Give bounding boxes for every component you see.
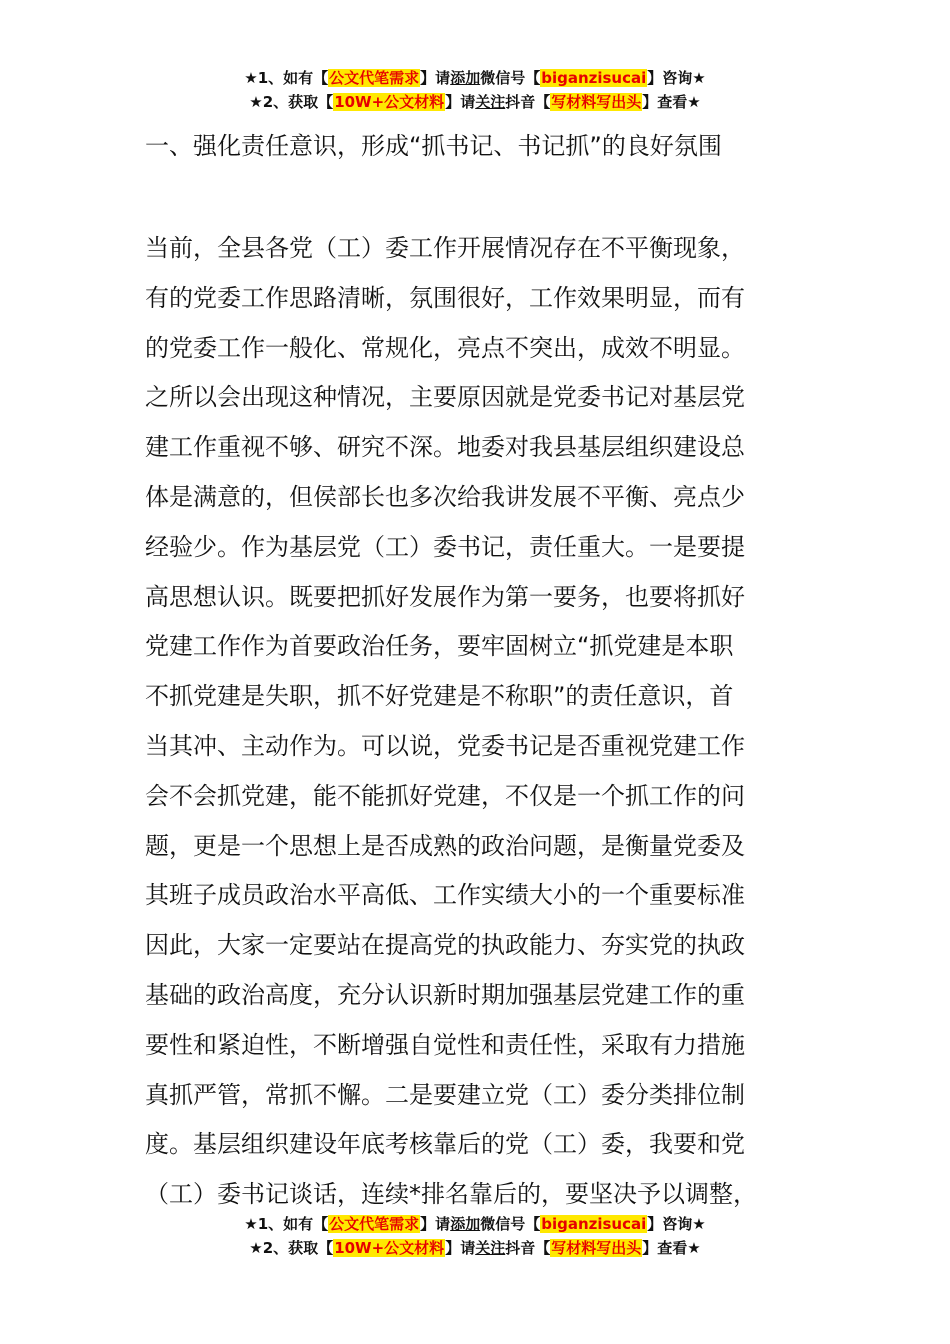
promo-highlight: 公文代笔需求 [329, 1215, 420, 1233]
promo-text: 】请 [420, 69, 451, 87]
promo-text: 抖音【 [505, 93, 551, 111]
text-line: 要性和紧迫性，不断增强自觉性和责任性，采取有力措施 [145, 1030, 745, 1059]
promo-text: 】请 [420, 1215, 451, 1233]
text-line: 当其冲、主动作为。可以说，党委书记是否重视党建工作 [145, 731, 745, 760]
promo-underlined: 添加 [450, 1215, 481, 1233]
promo-text: 】咨询★ [647, 1215, 706, 1233]
text-line: 党建工作作为首要政治任务，要牢固树立“抓党建是本职 [145, 632, 734, 661]
text-line: 之所以会出现这种情况，主要原因就是党委书记对基层党 [145, 383, 745, 412]
promo-text: 】咨询★ [647, 69, 706, 87]
promo-text: ★1、如有【 [244, 69, 329, 87]
promo-text: ★2、获取【 [249, 1239, 334, 1257]
promo-text: ★1、如有【 [244, 1215, 329, 1233]
promo-text: 】查看★ [642, 93, 701, 111]
text-line: 因此，大家一定要站在提高党的执政能力、夯实党的执政 [145, 931, 745, 960]
text-line: 经验少。作为基层党（工）委书记，责任重大。一是要提 [145, 532, 745, 561]
douyin-account: 写材料写出头 [551, 1239, 642, 1257]
promo-banner-top [0, 66, 950, 114]
promo-text: 微信号【 [480, 1215, 541, 1233]
promo-banner-bottom [0, 1212, 950, 1260]
text-line: 当前，全县各党（工）委工作开展情况存在不平衡现象， [145, 234, 745, 262]
text-line: 的党委工作一般化、常规化，亮点不突出，成效不明显。 [145, 333, 745, 362]
promo-underlined: 关注 [475, 1239, 506, 1257]
section-heading: 一、强化责任意识，形成“抓书记、书记抓”的良好氛围 [145, 132, 722, 160]
text-line: 真抓严管，常抓不懈。二是要建立党（工）委分类排位制 [145, 1080, 745, 1109]
promo-text: 】查看★ [642, 1239, 701, 1257]
promo-highlight: 10W+公文材料 [334, 93, 445, 111]
promo-text: ★2、获取【 [249, 93, 334, 111]
promo-text: 微信号【 [480, 69, 541, 87]
text-line: 有的党委工作思路清晰，氛围很好，工作效果明显，而有 [145, 283, 745, 312]
promo-underlined: 关注 [475, 93, 506, 111]
text-line: 高思想认识。既要把抓好发展作为第一要务，也要将抓好 [145, 582, 745, 611]
promo-line-2 [0, 90, 950, 114]
body-paragraph [145, 224, 810, 1220]
text-line: 会不会抓党建，能不能抓好党建，不仅是一个抓工作的问 [145, 781, 745, 810]
text-line: 度。基层组织建设年底考核靠后的党（工）委，我要和党 [145, 1130, 745, 1159]
wechat-id: biganzisucai [541, 1215, 647, 1233]
text-line: （工）委书记谈话，连续*排名靠后的，要坚决予以调整， [145, 1180, 757, 1209]
promo-line-1 [0, 66, 950, 90]
text-line: 不抓党建是失职，抓不好党建是不称职”的责任意识，首 [145, 682, 734, 711]
promo-line-2 [0, 1236, 950, 1260]
text-line: 建工作重视不够、研究不深。地委对我县基层组织建设总 [145, 433, 745, 462]
promo-underlined: 添加 [450, 69, 481, 87]
promo-highlight: 10W+公文材料 [334, 1239, 445, 1257]
wechat-id: biganzisucai [541, 69, 647, 87]
text-line: 其班子成员政治水平高低、工作实绩大小的一个重要标准 [145, 881, 745, 910]
text-line: 题，更是一个思想上是否成熟的政治问题，是衡量党委及 [145, 831, 745, 860]
promo-line-1 [0, 1212, 950, 1236]
promo-text: 抖音【 [505, 1239, 551, 1257]
promo-highlight: 公文代笔需求 [329, 69, 420, 87]
promo-text: 】请 [445, 93, 476, 111]
douyin-account: 写材料写出头 [551, 93, 642, 111]
text-line: 体是满意的，但侯部长也多次给我讲发展不平衡、亮点少 [145, 482, 745, 511]
text-line: 基础的政治高度，充分认识新时期加强基层党建工作的重 [145, 980, 745, 1009]
promo-text: 】请 [445, 1239, 476, 1257]
